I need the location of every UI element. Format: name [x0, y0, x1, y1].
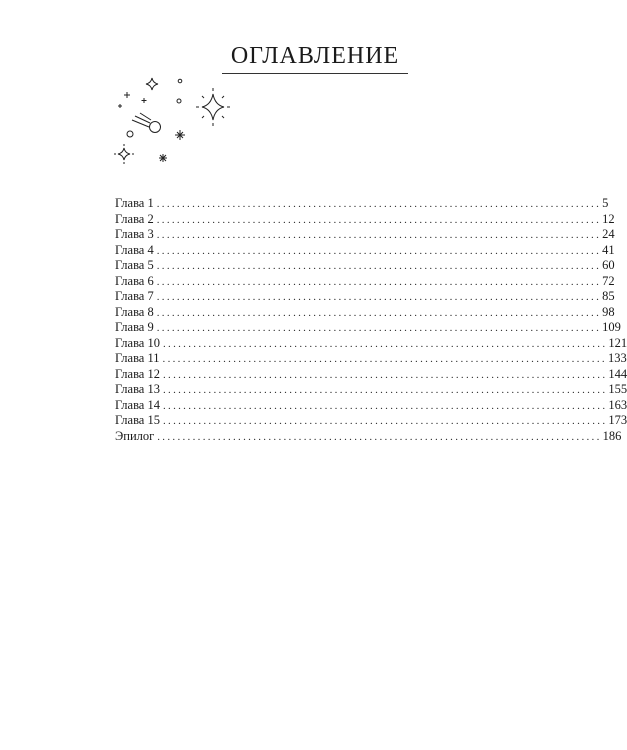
toc-label: Глава 10 — [115, 335, 160, 350]
toc-label: Глава 7 — [115, 289, 154, 303]
toc-label: Глава 5 — [115, 258, 154, 272]
toc-label: Глава 8 — [115, 304, 154, 319]
toc-label: Глава 12 — [115, 366, 160, 381]
toc-label: Глава 1 — [115, 196, 154, 210]
leader-dots: ........................................................................................ — [157, 430, 602, 443]
leader-dots: ........................................................................................ — [156, 229, 602, 241]
title-underline — [222, 73, 408, 74]
leader-dots: ........................................................................................ — [162, 384, 608, 396]
leader-dots: ........................................................................................ — [156, 244, 602, 257]
page-title: ОГЛАВЛЕНИЕ — [230, 43, 400, 69]
toc-entry[interactable] — [115, 304, 615, 321]
toc-entry[interactable] — [115, 413, 627, 429]
leader-dots: ........................................................................................ — [156, 322, 602, 334]
toc-page-number: 41 — [602, 242, 615, 257]
toc-entry[interactable] — [115, 397, 627, 414]
toc-label: Глава 9 — [115, 320, 154, 334]
toc-entry[interactable] — [115, 366, 627, 383]
leader-dots: ........................................................................................ — [156, 275, 602, 288]
toc-page-number: 144 — [608, 366, 627, 381]
leader-dots: ........................................................................................ — [162, 368, 608, 381]
toc-page-number: 163 — [608, 397, 627, 412]
toc-page-number: 5 — [602, 196, 609, 210]
toc-entry[interactable] — [115, 258, 615, 274]
toc-label: Глава 4 — [115, 242, 154, 257]
toc-entry[interactable] — [115, 351, 627, 367]
table-of-contents — [115, 196, 627, 444]
leader-dots: ........................................................................................ — [156, 260, 602, 272]
toc-label: Эпилог — [115, 428, 155, 443]
toc-page-number: 98 — [602, 304, 615, 319]
leader-dots: ........................................................................................ — [162, 399, 608, 412]
toc-entry[interactable] — [115, 273, 615, 290]
toc-entry[interactable] — [115, 335, 627, 352]
toc-page-number: 121 — [608, 335, 627, 350]
leader-dots: ........................................................................................ — [156, 213, 602, 226]
toc-entry[interactable] — [115, 382, 627, 398]
toc-page-number: 85 — [602, 289, 615, 303]
toc-page-number: 24 — [602, 227, 615, 241]
leader-dots: ........................................................................................ — [156, 198, 602, 210]
toc-label: Глава 13 — [115, 382, 160, 396]
toc-page-number: 186 — [602, 428, 622, 443]
stars-and-comet-icon — [110, 74, 240, 174]
toc-label: Глава 6 — [115, 273, 154, 288]
toc-entry[interactable] — [115, 428, 622, 445]
leader-dots: ........................................................................................ — [156, 306, 602, 319]
toc-label: Глава 2 — [115, 211, 154, 226]
toc-page-number: 12 — [602, 211, 615, 226]
toc-entry[interactable] — [115, 196, 609, 212]
leader-dots: ........................................................................................ — [162, 353, 607, 365]
leader-dots: ........................................................................................ — [156, 291, 602, 303]
toc-label: Глава 3 — [115, 227, 154, 241]
toc-entry[interactable] — [115, 289, 615, 305]
toc-page-number: 173 — [608, 413, 627, 427]
toc-page-number: 133 — [607, 351, 627, 365]
toc-label: Глава 14 — [115, 397, 160, 412]
toc-page-number: 60 — [602, 258, 615, 272]
toc-page-number: 109 — [602, 320, 621, 334]
leader-dots: ........................................................................................ — [162, 415, 608, 427]
toc-page-number: 155 — [608, 382, 627, 396]
toc-entry[interactable] — [115, 211, 615, 228]
toc-entry[interactable] — [115, 242, 615, 259]
toc-label: Глава 11 — [115, 351, 160, 365]
toc-entry[interactable] — [115, 320, 621, 336]
toc-label: Глава 15 — [115, 413, 160, 427]
leader-dots: ........................................................................................ — [162, 337, 608, 350]
toc-entry[interactable] — [115, 227, 615, 243]
toc-page-number: 72 — [602, 273, 615, 288]
